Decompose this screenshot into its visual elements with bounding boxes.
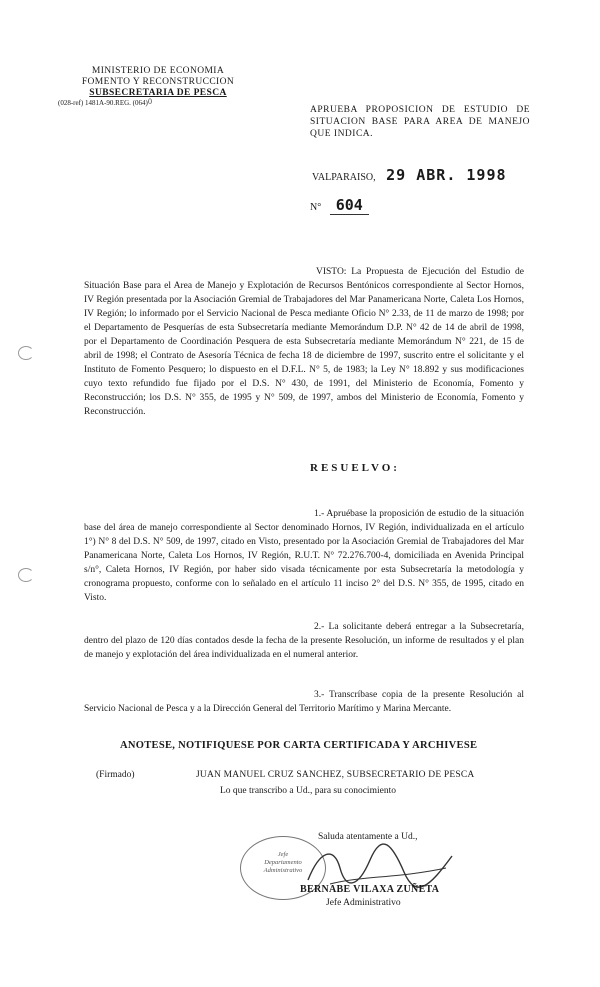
chief-name: BERNABE VILAXA ZUÑETA (300, 884, 440, 895)
number-value: 604 (330, 196, 369, 215)
punch-hole-mark (18, 346, 34, 360)
transcribe-line: Lo que transcribo a Ud., para su conocimiento (220, 786, 396, 796)
resuelvo-heading: RESUELVO: (310, 462, 400, 474)
stamp-line-1: Jefe (277, 851, 289, 858)
chief-title: Jefe Administrativo (326, 898, 401, 908)
visto-paragraph: VISTO: La Propuesta de Ejecución del Estudio de Situación Base para el Area de Manejo y Explotación de Recursos Bentónicos correspondiente al Sector Hornos, IV Región presentada por la Asociación Gremial de Trabajadores del Mar Panamericana Norte, Caleta Los Hornos, IV Región; lo informado por el Servicio Nacional de Pesca mediante Oficio N° 2.33, de 11 de marzo de 1998; por el Departamento de Pesquerías de esta Subsecretaría mediante Memorándum D.P. N° 42 de 14 de abril de 1998, por el Departamento de Coordinación Pesquera de esta Subsecretaría mediante Memorándum N° 221, de 15 de abril de 1998; el Contrato de Asesoría Técnica de fecha 18 de diciembre de 1997, suscrito entre el solicitante y el Instituto de Fomento Pesquero; lo dispuesto en el D.F.L. N° 5, de 1983; la Ley N° 18.892 y sus modificaciones cuyo texto refundido fue fijado por el D.S. N° 430, de 1991, del Ministerio de Economía, Fomento y Reconstrucción; los D.S. N° 355, de 1995 y N° 509, de 1997, ambos del Ministerio de Economía, Fomento y Reconstrucción. (84, 267, 524, 417)
city-label: VALPARAISO, (312, 172, 376, 183)
article-2-paragraph: 2.- La solicitante deberá entregar a la Subsecretaría, dentro del plazo de 120 días contados desde la fecha de la presente Resolución, un informe de resultados y el plan de manejo y explotación del área individualizada en el numeral anterior. (84, 622, 524, 660)
resolution-number (310, 196, 369, 215)
ministry-line-1: MINISTERIO DE ECONOMIA (91, 66, 225, 76)
stamp-line-3: Administrativo (263, 867, 303, 874)
signed-label: (Firmado) (96, 770, 135, 780)
date-stamp: 29 ABR. 1998 (386, 166, 507, 184)
resolution-subject: APRUEBA PROPOSICION DE ESTUDIO DE SITUACION BASE PARA AREA DE MANEJO QUE INDICA. (310, 105, 530, 139)
article-1-paragraph: 1.- Apruébase la proposición de estudio de la situación base del área de manejo correspondiente al Sector denominado Hornos, IV Región, individualizada en el artículo 1°) N° 8 del D.S. N° 509, de 1997, citado en Visto, presentado por la Asociación Gremial de Trabajadores del Mar Panamericana Norte, Caleta Los Hornos, IV Región, R.U.T. N° 72.276.700-4, domiciliada en Avenida Principal s/n°, Caleta Hornos, IV Región, por haber sido visada técnicamente por esta Subsecretaría la metodología y cronograma propuesto, conforme con lo señalado en el artículo 11 inciso 2° del D.S. N° 355, de 1995, citado en Visto. (84, 509, 524, 603)
closing-formula: ANOTESE, NOTIFIQUESE POR CARTA CERTIFICADA Y ARCHIVESE (120, 740, 478, 751)
article-3-paragraph: 3.- Transcríbase copia de la presente Resolución al Servicio Nacional de Pesca y a la Dirección General del Territorio Marítimo y Marina Mercante. (84, 690, 524, 714)
city-date-line (312, 166, 507, 184)
punch-hole-mark (18, 568, 34, 582)
stamp-line-2: Departamento (264, 859, 302, 866)
ministry-line-2: FOMENTO Y RECONSTRUCCION (81, 77, 235, 87)
number-prefix: N° (310, 202, 322, 213)
ministry-reference: (028-ref) 1481A-90.REG. (064) (58, 99, 148, 107)
margin-mark: 0 (148, 97, 152, 106)
signer-name: JUAN MANUEL CRUZ SANCHEZ, SUBSECRETARIO DE PESCA (196, 770, 475, 780)
ministry-line-3: SUBSECRETARIA DE PESCA (89, 88, 227, 98)
ministry-header (48, 66, 268, 108)
greeting-line: Saluda atentamente a Ud., (318, 832, 418, 842)
